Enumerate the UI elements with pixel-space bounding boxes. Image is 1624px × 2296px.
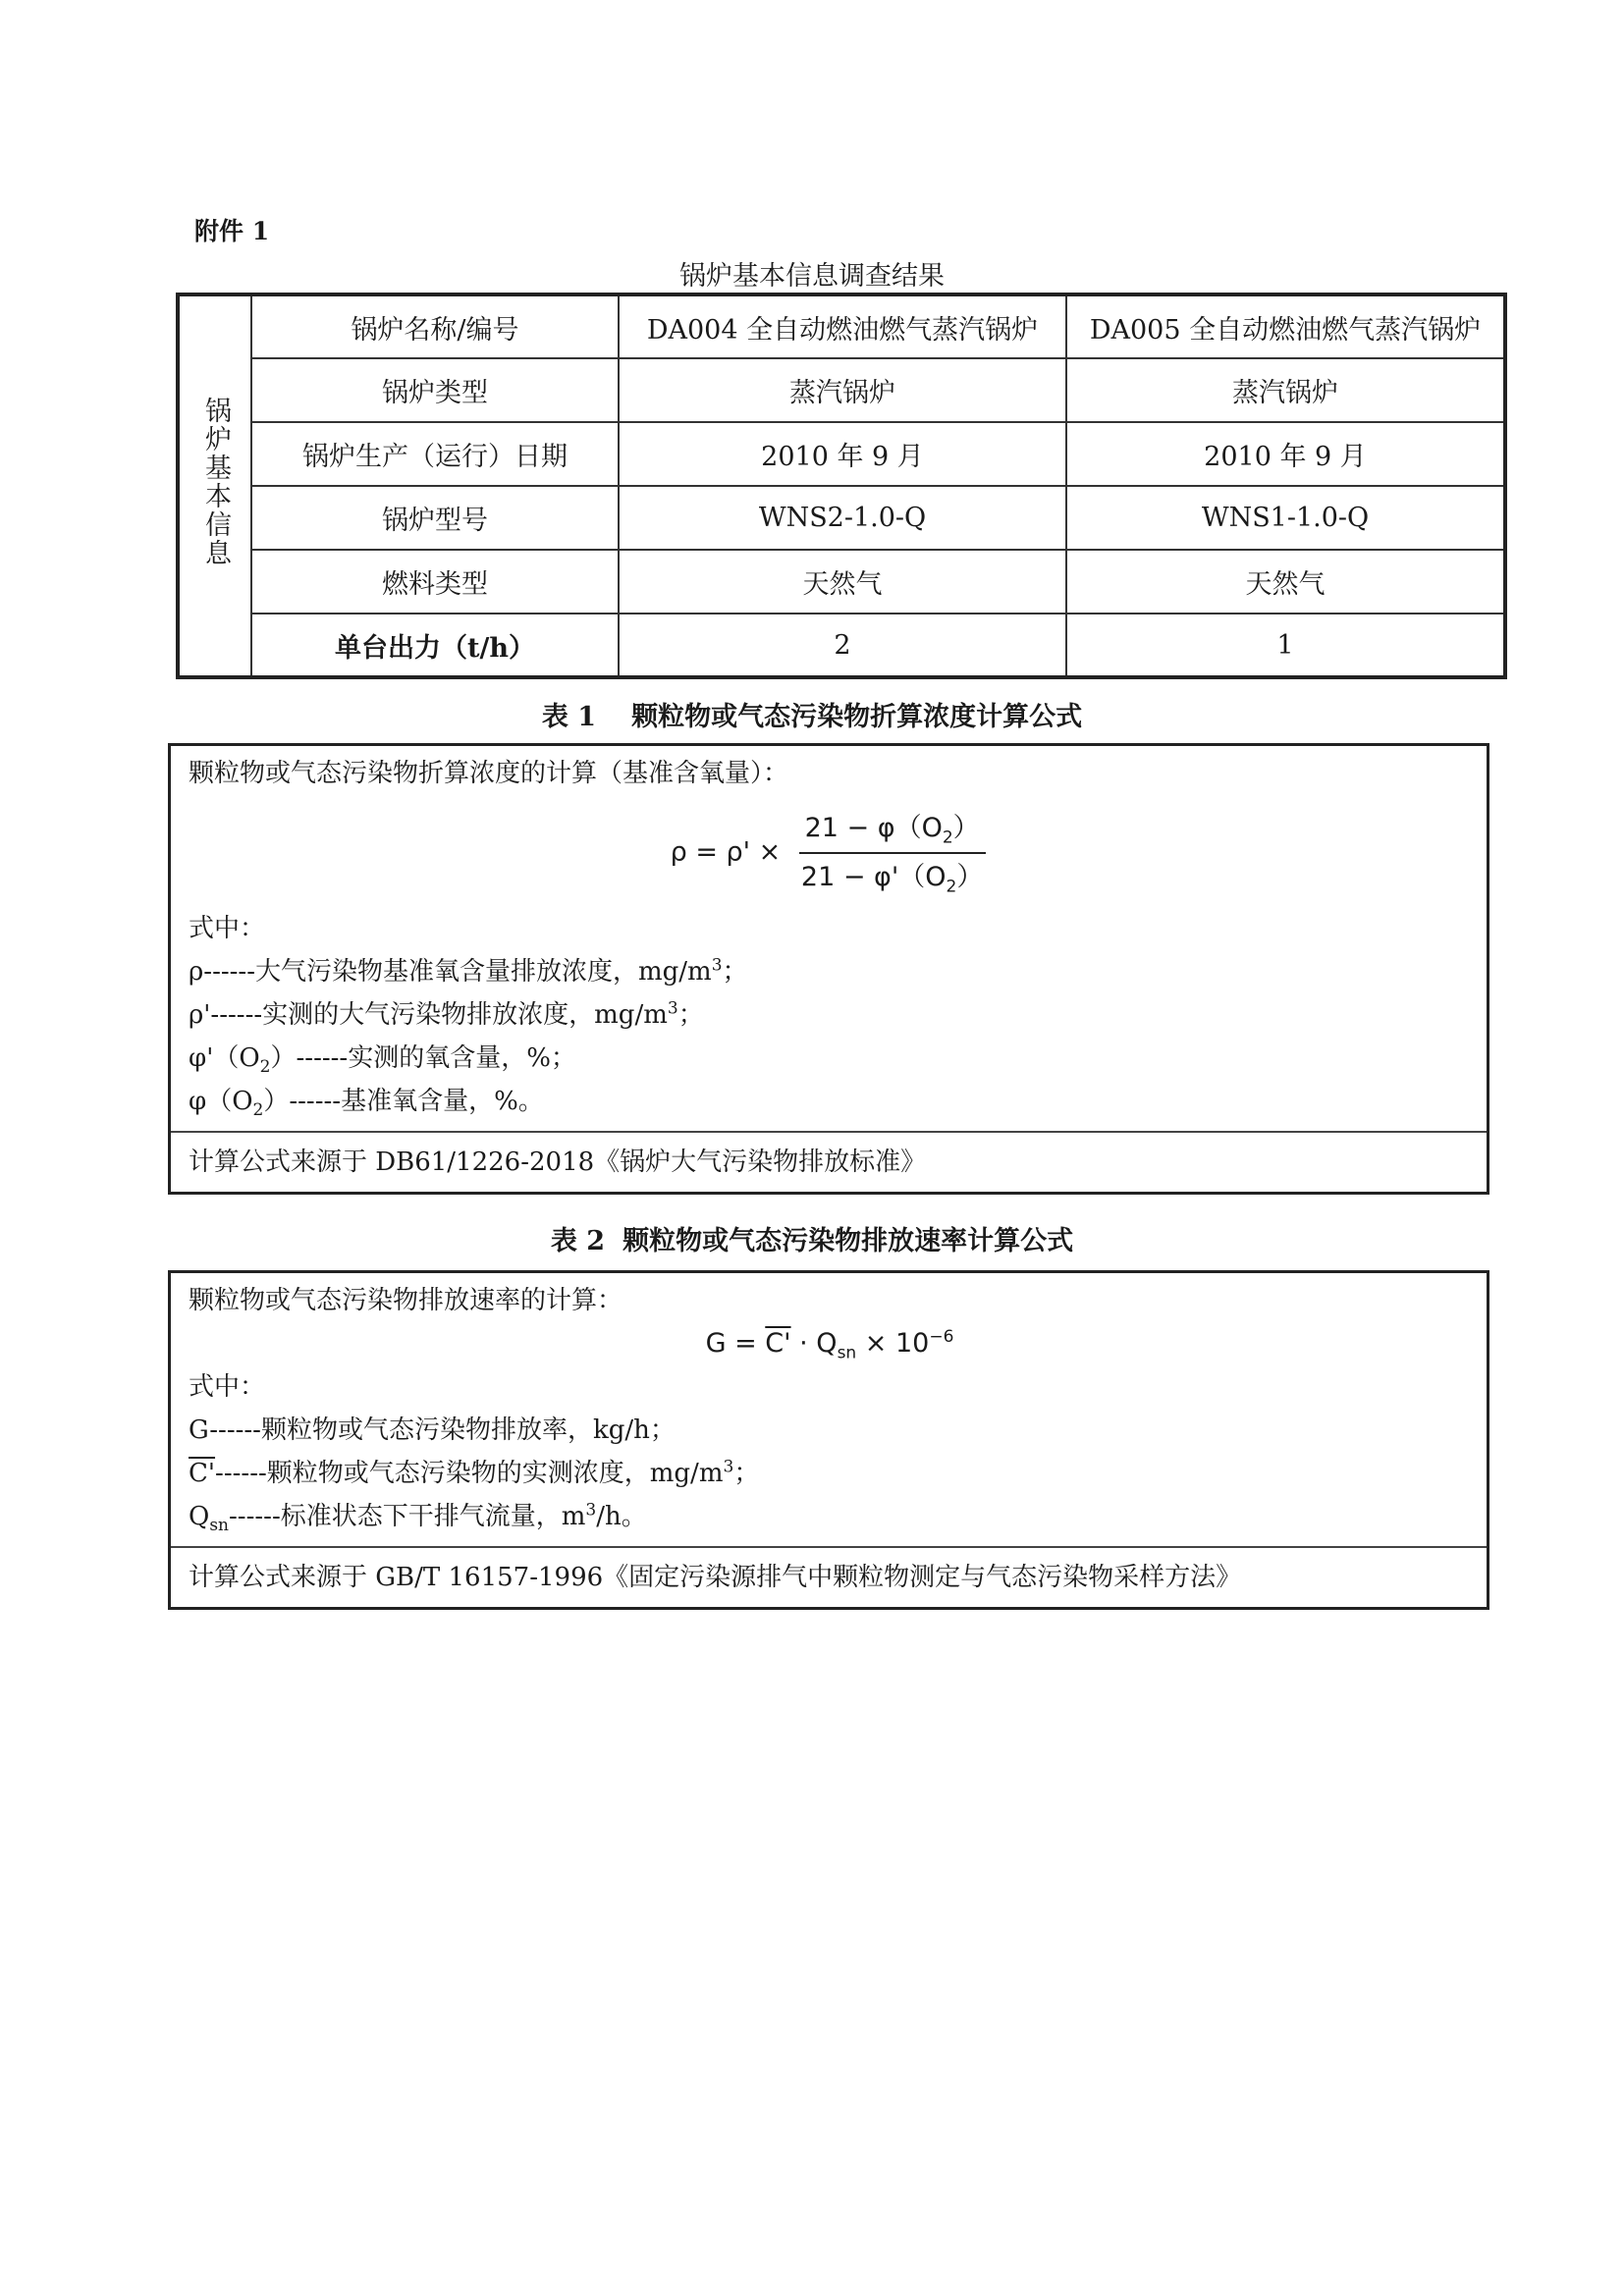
cell-da005: DA005 全自动燃油燃气蒸汽锅炉	[1066, 294, 1505, 358]
row-label: 燃料类型	[251, 550, 619, 614]
table1-title: 颗粒物或气态污染物折算浓度计算公式	[631, 702, 1083, 732]
cell-da005: WNS1-1.0-Q	[1066, 486, 1505, 550]
cell-da004: 2010 年 9 月	[619, 422, 1066, 486]
table2-intro: 颗粒物或气态污染物排放速率的计算：	[189, 1286, 623, 1315]
row-label: 锅炉生产（运行）日期	[251, 422, 619, 486]
cell-da004: 蒸汽锅炉	[619, 358, 1066, 422]
table2-source: 计算公式来源于 GB/T 16157-1996《固定污染源排气中颗粒物测定与气态污染物采样方法》	[171, 1546, 1487, 1607]
survey-table-title: 锅炉基本信息调查结果	[679, 261, 945, 292]
row-label: 锅炉类型	[251, 358, 619, 422]
side-header-text: 锅炉基本信息	[200, 396, 231, 567]
boiler-info-table	[176, 293, 1507, 679]
table2-number: 表 2	[550, 1226, 606, 1256]
c-bar: C'	[765, 1328, 791, 1359]
where-label: 式中：	[189, 1372, 266, 1402]
cell-da005: 天然气	[1066, 550, 1505, 614]
table2-caption	[0, 1219, 1624, 1257]
cell-da004: 天然气	[619, 550, 1066, 614]
definition-c: C'------颗粒物或气态污染物的实测浓度，$mg/m^3$；	[189, 1457, 760, 1488]
formula-fraction	[795, 809, 989, 897]
cell-da004: WNS2-1.0-Q	[619, 486, 1066, 550]
row-label: 单台出力（t/h）	[251, 614, 619, 677]
formula-denominator: $21 - \varphi'(O_2)$	[800, 862, 984, 897]
row-label: 锅炉型号	[251, 486, 619, 550]
definition-qsn: $Q_{sn}------$标准状态下干排气流量，$m^3/h$。	[189, 1500, 647, 1536]
row-label: 锅炉名称/编号	[251, 294, 619, 358]
cell-da004: DA004 全自动燃油燃气蒸汽锅炉	[619, 294, 1066, 358]
table2-box	[168, 1270, 1489, 1610]
table1-caption	[0, 695, 1624, 733]
definition-phi: $\varphi(O_2)------$基准氧含量，%。	[189, 1087, 544, 1121]
where-label: 式中：	[189, 914, 266, 943]
cell-da005: 2010 年 9 月	[1066, 422, 1505, 486]
cell-da005: 1	[1066, 614, 1505, 677]
table1-box	[168, 743, 1489, 1195]
attachment-label: 附件 1	[194, 217, 270, 245]
formula-numerator: $21 - \varphi(O_2)$	[799, 809, 986, 854]
table1-source: 计算公式来源于 DB61/1226-2018《锅炉大气污染物排放标准》	[171, 1131, 1487, 1192]
table2-formula: $G = C' \cdot Q_{sn} \times 10^{-6}$	[705, 1327, 954, 1363]
table2-title: 颗粒物或气态污染物排放速率计算公式	[623, 1226, 1074, 1256]
table1-number: 表 1	[541, 702, 597, 732]
cell-da005: 蒸汽锅炉	[1066, 358, 1505, 422]
definition-rho-prime: ρ'------实测的大气污染物排放浓度，$mg/m^3$；	[189, 998, 704, 1030]
cell-da004: 2	[619, 614, 1066, 677]
definition-phi-prime: $\varphi'(O_2)------$实测的氧含量，%；	[189, 1043, 576, 1078]
table1-formula	[189, 809, 1471, 897]
definition-g: G------颗粒物或气态污染物排放率，kg/h；	[189, 1415, 676, 1445]
formula-lhs: ρ = ρ' ×	[670, 836, 782, 868]
side-header	[178, 294, 251, 677]
definition-rho: ρ------大气污染物基准氧含量排放浓度，$mg/m^3$；	[189, 955, 748, 987]
table1-intro: 颗粒物或气态污染物折算浓度的计算（基准含氧量）：	[189, 759, 789, 788]
